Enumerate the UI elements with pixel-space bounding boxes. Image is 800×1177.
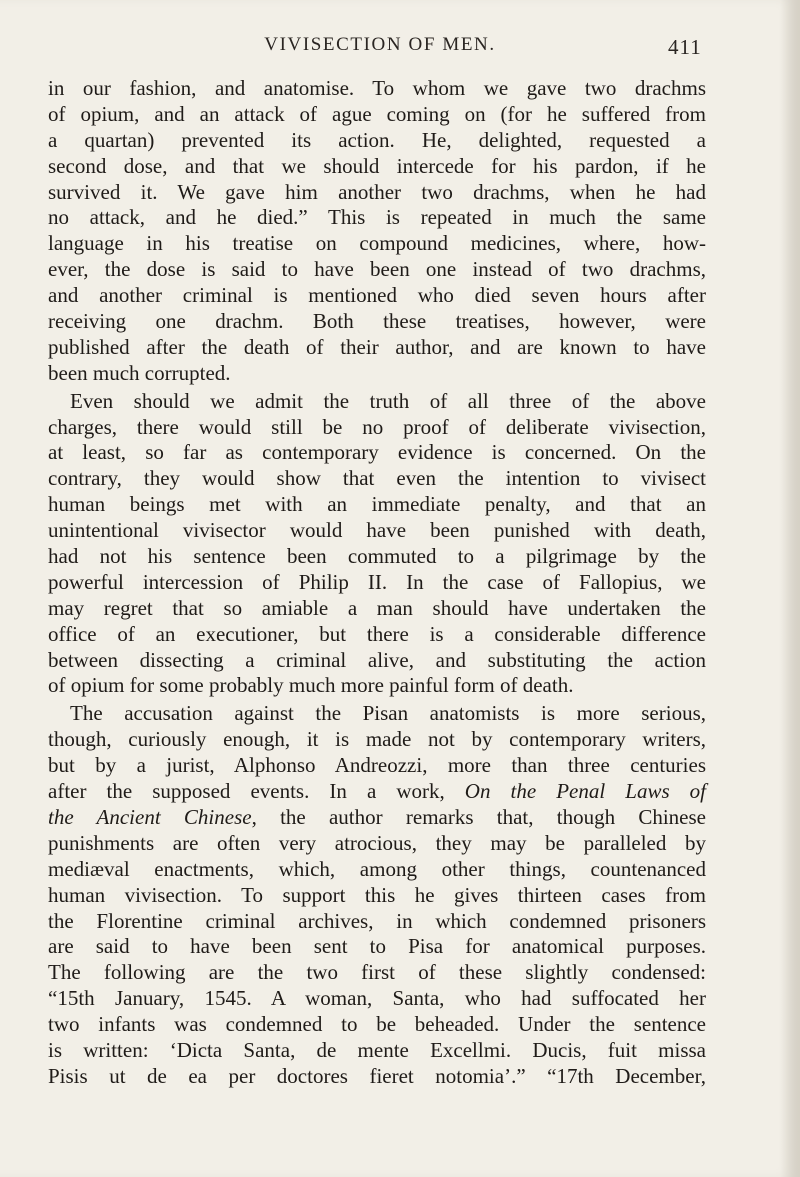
text-line: powerful intercession of Philip II. In the case of Fallopius, we (48, 569, 706, 594)
body-text (48, 76, 706, 1090)
text-line: of opium, and an attack of ague coming on (for he suffered from (48, 101, 706, 126)
text-line: Pisis ut de ea per doctores fieret notomia’.” “17th December, (48, 1063, 706, 1088)
text-line-with-title (48, 779, 706, 805)
text-segment: the author remarks that, though Chinese (280, 804, 706, 829)
text-line: mediæval enactments, which, among other things, countenanced (48, 856, 706, 881)
text-line: no attack, and he died.” This is repeated in much the same (48, 205, 706, 230)
text-line: Even should we admit the truth of all three of the above (70, 388, 706, 413)
text-line: contrary, they would show that even the intention to vivisect (48, 466, 706, 491)
text-line: of opium for some probably much more painful form of death. (48, 673, 574, 698)
text-line: The following are the two first of these slightly condensed: (48, 960, 706, 985)
text-line: human beings met with an immediate penalty, and that an (48, 492, 706, 517)
text-line: published after the death of their author, and are known to have (48, 334, 706, 359)
paragraph-3 (48, 701, 706, 1089)
text-line: but by a jurist, Alphonso Andreozzi, more than three centuries (48, 753, 706, 778)
text-line: unintentional vivisector would have been punished with death, (48, 518, 706, 543)
text-line: ever, the dose is said to have been one instead of two drachms, (48, 257, 706, 282)
book-title-italic: On the Penal Laws of (464, 779, 707, 804)
text-line: are said to have been sent to Pisa for anatomical purposes. (48, 934, 706, 959)
text-line: receiving one drachm. Both these treatises, however, were (48, 309, 706, 334)
text-line: punishments are often very atrocious, they may be paralleled by (48, 830, 706, 855)
page-number: 411 (668, 35, 702, 59)
text-line: two infants was condemned to be beheaded. Under the sentence (48, 1012, 706, 1037)
text-line: is written: ‘Dicta Santa, de mente Excellmi. Ducis, fuit missa (48, 1037, 706, 1062)
text-line: human vivisection. To support this he gives thirteen cases from (48, 882, 706, 907)
text-line: though, curiously enough, it is made not by contemporary writers, (48, 727, 706, 752)
running-head (0, 30, 800, 60)
paragraph-1 (48, 76, 706, 387)
text-line: had not his sentence been commuted to a pilgrimage by the (48, 544, 706, 569)
text-line: survived it. We gave him another two drachms, when he had (48, 179, 706, 204)
text-line: language in his treatise on compound medicines, where, how- (48, 231, 706, 256)
text-line: a quartan) prevented its action. He, delighted, requested a (48, 127, 706, 152)
page-edge-shadow (780, 0, 800, 1177)
text-line: in our fashion, and anatomise. To whom we gave two drachms (48, 76, 706, 100)
text-line: may regret that so amiable a man should have undertaken the (48, 595, 706, 620)
text-line: The accusation against the Pisan anatomists is more serious, (70, 701, 706, 726)
text-line: the Florentine criminal archives, in which condemned prisoners (48, 908, 706, 933)
book-title-italic: the Ancient Chinese (48, 804, 252, 829)
text-line-with-title (48, 805, 706, 831)
text-line: between dissecting a criminal alive, and substituting the action (48, 647, 706, 672)
text-segment: after the supposed events. In a work, (48, 779, 445, 804)
text-segment: , (251, 804, 257, 829)
text-line: office of an executioner, but there is a considerable difference (48, 621, 706, 646)
text-line: at least, so far as contemporary evidence is concerned. On the (48, 440, 706, 465)
text-line: “15th January, 1545. A woman, Santa, who had suffocated her (48, 986, 706, 1011)
paragraph-2 (48, 389, 706, 700)
text-line: second dose, and that we should intercede for his pardon, if he (48, 153, 706, 178)
text-line: been much corrupted. (48, 360, 231, 385)
text-line: and another criminal is mentioned who died seven hours after (48, 283, 706, 308)
running-title: VIVISECTION OF MEN. (264, 34, 496, 55)
text-line: charges, there would still be no proof of deliberate vivisection, (48, 414, 706, 439)
